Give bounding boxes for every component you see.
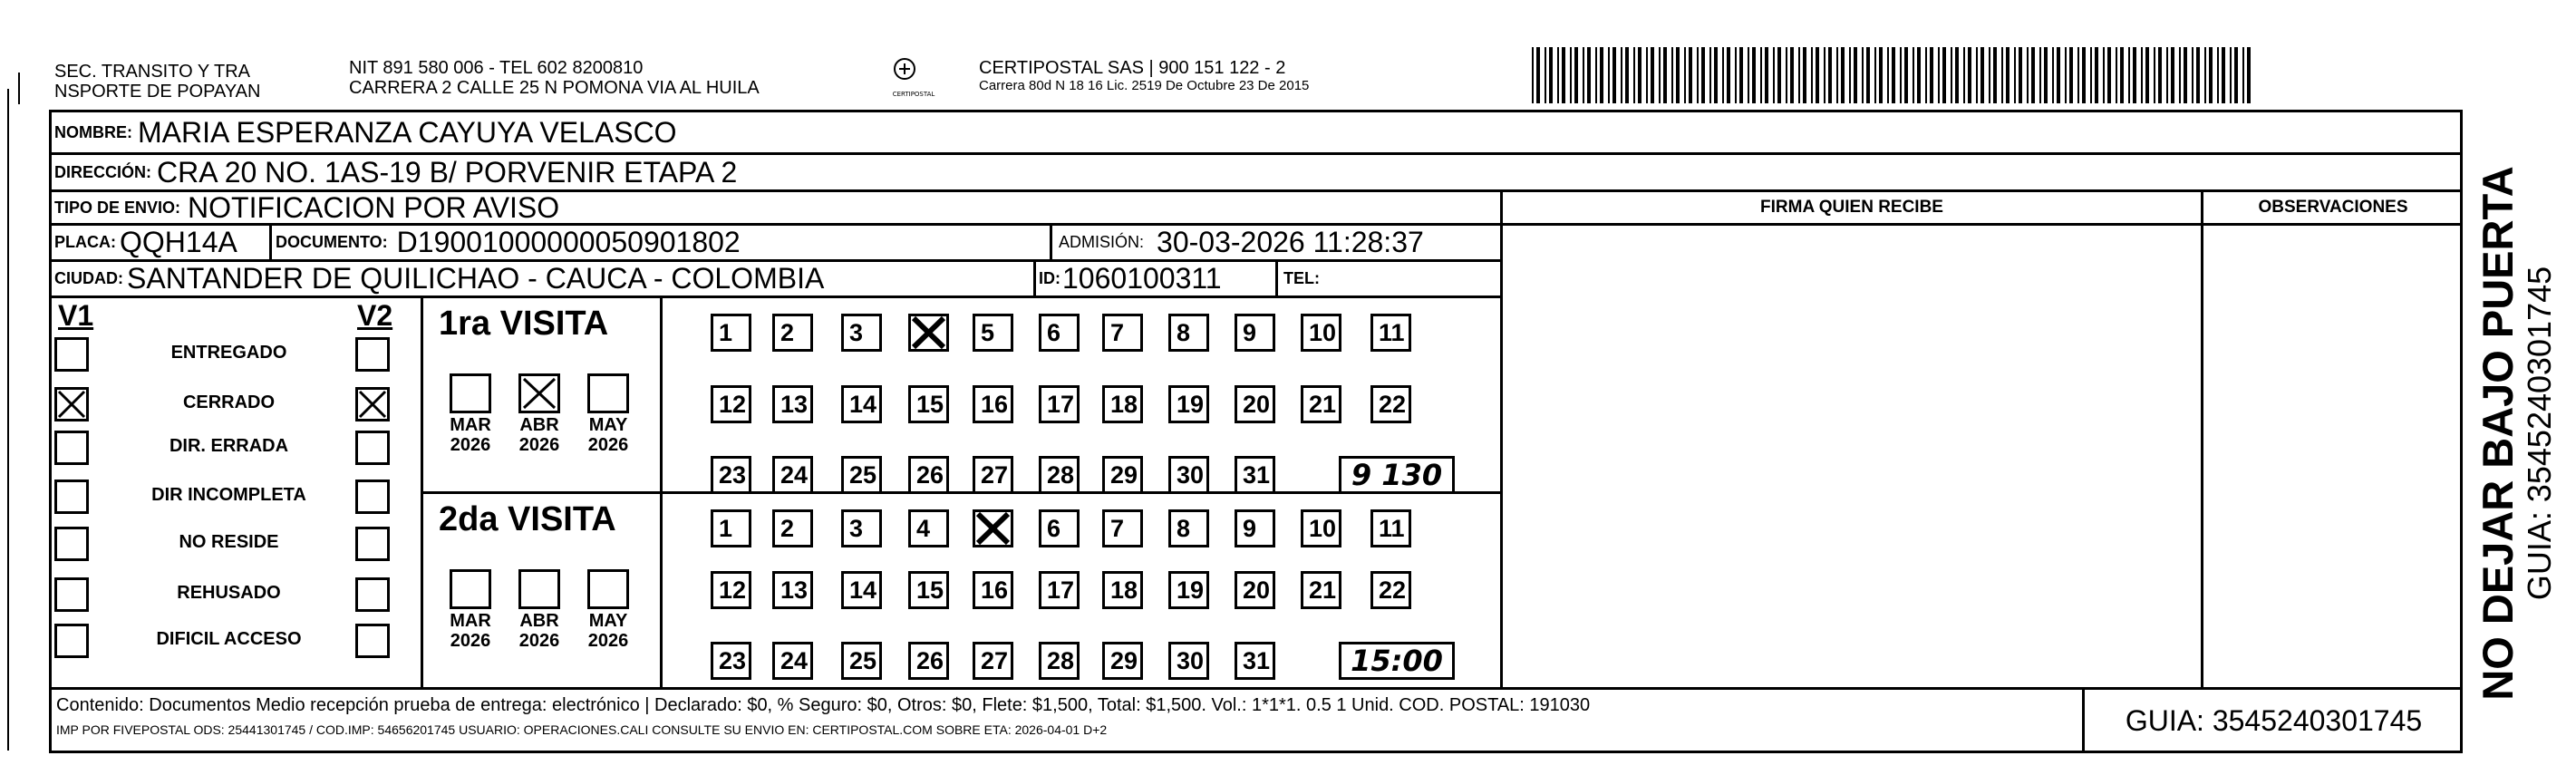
- barcode-bar: [1951, 47, 1952, 103]
- day-box[interactable]: 12: [711, 385, 751, 423]
- barcode-bar: [1773, 47, 1775, 103]
- admision-field: [1059, 226, 1424, 259]
- day-box[interactable]: 9: [1235, 509, 1275, 547]
- barcode-bar: [1811, 47, 1813, 103]
- barcode-bar: [1532, 47, 1534, 103]
- left-margin-line: [7, 89, 9, 751]
- month-checkbox[interactable]: [587, 569, 629, 609]
- day-box[interactable]: 15: [908, 385, 949, 423]
- barcode-bar: [1828, 47, 1832, 103]
- barcode-bar: [1697, 47, 1699, 103]
- day-box[interactable]: 21: [1301, 571, 1341, 609]
- barcode-bar: [2052, 47, 2054, 103]
- day-box[interactable]: 22: [1370, 385, 1411, 423]
- barcode-bar: [2069, 47, 2073, 103]
- barcode-bar: [1701, 47, 1705, 103]
- day-box[interactable]: 25: [841, 642, 882, 680]
- barcode-bar: [1608, 47, 1610, 103]
- barcode-bar: [2039, 47, 2041, 103]
- contenido-text: Contenido: Documentos Medio recepción prueba de entrega: electrónico | Declarado: $0, % Seguro: $0, Otros: $0, Flete: $1,500, Total: $1,500. Vol.: 1*1*1. 0.5 1 Unid. COD. POSTAL: 191030: [56, 695, 1591, 715]
- barcode-bar: [2095, 47, 2098, 103]
- barcode-bar: [1866, 47, 1870, 103]
- barcode-bar: [1993, 47, 1997, 103]
- day-box[interactable]: 9: [1235, 314, 1275, 352]
- day-box[interactable]: 8: [1168, 314, 1209, 352]
- barcode-bar: [1798, 47, 1800, 103]
- day-box[interactable]: 21: [1301, 385, 1341, 423]
- barcode-bar: [2234, 47, 2238, 103]
- barcode-bar: [1663, 47, 1667, 103]
- barcode-bar: [1689, 47, 1692, 103]
- month-checkbox[interactable]: [518, 569, 560, 609]
- barcode-bar: [1684, 47, 1686, 103]
- barcode-bar: [1862, 47, 1864, 103]
- tipo-label: TIPO DE ENVIO:: [54, 198, 181, 217]
- day-box[interactable]: 10: [1301, 314, 1341, 352]
- barcode-bar: [2196, 47, 2200, 103]
- day-box[interactable]: 3: [841, 314, 882, 352]
- barcode-bar: [2154, 47, 2155, 103]
- status-label: DIFICIL ACCESO: [156, 629, 302, 649]
- barcode-bar: [1633, 47, 1635, 103]
- documento-label: DOCUMENTO:: [276, 233, 388, 251]
- day-box[interactable]: 19: [1168, 385, 1209, 423]
- day-box[interactable]: 11: [1370, 509, 1411, 547]
- barcode-bar: [1917, 47, 1921, 103]
- barcode-bar: [1727, 47, 1730, 103]
- barcode-bar: [1545, 47, 1546, 103]
- observaciones-header: OBSERVACIONES: [2258, 198, 2408, 217]
- barcode-bar: [1854, 47, 1857, 103]
- barcode-bar: [1976, 47, 1978, 103]
- day-box[interactable]: 5: [973, 314, 1013, 352]
- barcode-bar: [2019, 47, 2022, 103]
- barcode-bar: [2027, 47, 2029, 103]
- barcode-bar: [1913, 47, 1914, 103]
- barcode-bar: [2128, 47, 2130, 103]
- day-box[interactable]: 27: [973, 642, 1013, 680]
- day-box[interactable]: [908, 314, 949, 352]
- day-box[interactable]: 7: [1102, 509, 1143, 547]
- barcode-bar: [2209, 47, 2213, 103]
- second-visit-title: 2da VISITA: [439, 500, 616, 538]
- v1-checkbox[interactable]: [54, 577, 89, 612]
- barcode-bar: [1887, 47, 1889, 103]
- month-checkbox[interactable]: [450, 373, 491, 413]
- barcode-bar: [1549, 47, 1553, 103]
- barcode-bar: [2204, 47, 2206, 103]
- barcode-bar: [2217, 47, 2219, 103]
- v1-checkbox[interactable]: [54, 431, 89, 465]
- day-box[interactable]: 20: [1235, 571, 1275, 609]
- day-box[interactable]: 29: [1102, 642, 1143, 680]
- side-notice: [2467, 114, 2565, 752]
- barcode-bar: [2247, 47, 2251, 103]
- barcode-bar: [1621, 47, 1622, 103]
- second-visit-time: 15:00: [1351, 644, 1443, 678]
- barcode-bar: [2120, 47, 2124, 103]
- documento-value: D19001000000050901802: [396, 226, 741, 258]
- v1-checkbox[interactable]: [54, 337, 89, 372]
- barcode-bar: [1570, 47, 1572, 103]
- status-label: ENTREGADO: [170, 343, 287, 363]
- barcode-bar: [2031, 47, 2035, 103]
- barcode-bar: [1836, 47, 1838, 103]
- day-box[interactable]: 23: [711, 456, 751, 494]
- barcode-bar: [1874, 47, 1876, 103]
- nombre-row: [54, 112, 677, 152]
- barcode-bar: [2242, 47, 2244, 103]
- day-box[interactable]: 18: [1102, 385, 1143, 423]
- day-box[interactable]: 10: [1301, 509, 1341, 547]
- barcode-bar: [2057, 47, 2060, 103]
- barcode-bar: [1748, 47, 1749, 103]
- cell-divider: [1033, 259, 1036, 295]
- barcode-bar: [1735, 47, 1737, 103]
- placa-field: [54, 226, 237, 259]
- first-visit-time: 9 130: [1351, 458, 1443, 492]
- v1-checkbox[interactable]: [54, 387, 89, 421]
- barcode-bar: [2077, 47, 2079, 103]
- barcode-bar: [1722, 47, 1724, 103]
- sender-nit: NIT 891 580 006 - TEL 602 8200810 CARRERA 2 CALLE 25 N POMONA VIA AL HUILA: [349, 58, 760, 98]
- barcode-bar: [2001, 47, 2003, 103]
- id-field: [1039, 262, 1222, 295]
- barcode-bar: [2014, 47, 2016, 103]
- barcode-bar: [1562, 47, 1565, 103]
- row-divider: [49, 687, 2463, 690]
- col-divider: [2201, 189, 2203, 687]
- day-box[interactable]: 23: [711, 642, 751, 680]
- placa-value: QQH14A: [120, 226, 237, 258]
- status-label: CERRADO: [182, 392, 276, 412]
- barcode-bar: [2158, 47, 2162, 103]
- day-box[interactable]: 6: [1039, 314, 1080, 352]
- day-box[interactable]: 8: [1168, 509, 1209, 547]
- barcode-bar: [2133, 47, 2136, 103]
- barcode-bar: [1659, 47, 1661, 103]
- barcode-bar: [1587, 47, 1591, 103]
- barcode-bar: [1676, 47, 1680, 103]
- ciudad-field: [54, 262, 824, 295]
- v2-checkbox[interactable]: [355, 431, 390, 465]
- day-box[interactable]: 22: [1370, 571, 1411, 609]
- day-box[interactable]: 1: [711, 509, 751, 547]
- day-box[interactable]: 28: [1039, 642, 1080, 680]
- admision-label: ADMISIÓN:: [1059, 233, 1145, 251]
- barcode-bar: [1765, 47, 1768, 103]
- day-box[interactable]: 14: [841, 385, 882, 423]
- v1-heading: V1: [58, 299, 94, 332]
- cell-divider: [269, 223, 272, 259]
- day-box[interactable]: 11: [1370, 314, 1411, 352]
- barcode-bar: [1600, 47, 1603, 103]
- v1-checkbox[interactable]: [54, 527, 89, 561]
- barcode-bar: [1595, 47, 1597, 103]
- barcode-bar: [1786, 47, 1787, 103]
- sender-name: SEC. TRANSITO Y TRA NSPORTE DE POPAYAN: [54, 62, 261, 102]
- barcode-bar: [2006, 47, 2009, 103]
- v2-checkbox[interactable]: [355, 387, 390, 421]
- first-visit-title: 1ra VISITA: [439, 305, 609, 343]
- month-label: MAY 2026: [587, 415, 629, 455]
- barcode-bar: [1930, 47, 1933, 103]
- ciudad-label: CIUDAD:: [54, 269, 123, 287]
- barcode-bar: [1980, 47, 1984, 103]
- barcode-bar: [2222, 47, 2225, 103]
- barcode-bar: [1938, 47, 1940, 103]
- svg-text:CERTIPOSTAL: CERTIPOSTAL: [892, 91, 935, 98]
- status-label: DIR INCOMPLETA: [151, 485, 306, 505]
- day-box[interactable]: 17: [1039, 571, 1080, 609]
- cell-divider: [1275, 259, 1278, 295]
- month-label: ABR 2026: [518, 611, 560, 651]
- barcode-bar: [1879, 47, 1883, 103]
- day-box[interactable]: 26: [908, 642, 949, 680]
- barcode-bar: [1760, 47, 1762, 103]
- left-margin-tick: [18, 73, 20, 104]
- status-label: NO RESIDE: [179, 532, 279, 552]
- barcode-bar: [2192, 47, 2193, 103]
- barcode: [1532, 47, 2257, 103]
- barcode-bar: [1955, 47, 1959, 103]
- barcode-bar: [1824, 47, 1825, 103]
- col-divider: [1500, 189, 1503, 687]
- nombre-label: NOMBRE:: [54, 122, 132, 141]
- day-box[interactable]: 24: [772, 456, 813, 494]
- barcode-bar: [2184, 47, 2187, 103]
- day-box[interactable]: 18: [1102, 571, 1143, 609]
- barcode-bar: [1646, 47, 1648, 103]
- barcode-bar: [1841, 47, 1845, 103]
- day-box[interactable]: 6: [1039, 509, 1080, 547]
- barcode-bar: [1671, 47, 1673, 103]
- barcode-bar: [1574, 47, 1578, 103]
- id-value: 1060100311: [1062, 262, 1222, 295]
- imp-text: IMP POR FIVEPOSTAL ODS: 25441301745 / COD.IMP: 54656201745 USUARIO: OPERACIONES.CALI CONSULTE SU ENVIO EN: CERTIPOSTAL.COM SOBRE ETA: 2026-04-01 D+2: [56, 722, 1108, 737]
- barcode-bar: [2116, 47, 2117, 103]
- day-box[interactable]: 16: [973, 571, 1013, 609]
- day-box[interactable]: 28: [1039, 456, 1080, 494]
- barcode-bar: [1900, 47, 1902, 103]
- day-box[interactable]: 26: [908, 456, 949, 494]
- month-checkbox[interactable]: [518, 373, 560, 413]
- firma-header: FIRMA QUIEN RECIBE: [1760, 198, 1943, 217]
- day-box[interactable]: 2: [772, 314, 813, 352]
- v2-checkbox[interactable]: [355, 480, 390, 514]
- day-box[interactable]: 14: [841, 571, 882, 609]
- documento-field: [276, 226, 741, 259]
- barcode-bar: [2107, 47, 2111, 103]
- barcode-bar: [2166, 47, 2168, 103]
- barcode-bar: [2090, 47, 2092, 103]
- barcode-bar: [2171, 47, 2174, 103]
- barcode-bar: [2082, 47, 2086, 103]
- admision-value: 30-03-2026 11:28:37: [1157, 226, 1424, 258]
- barcode-bar: [1583, 47, 1584, 103]
- nombre-value: MARIA ESPERANZA CAYUYA VELASCO: [138, 115, 677, 149]
- barcode-bar: [1892, 47, 1895, 103]
- v2-checkbox[interactable]: [355, 337, 390, 372]
- footer-guia: GUIA: 3545240301745: [2125, 703, 2423, 737]
- barcode-bar: [2145, 47, 2149, 103]
- cell-divider: [1050, 223, 1052, 259]
- barcode-bar: [2065, 47, 2067, 103]
- barcode-bar: [2141, 47, 2143, 103]
- barcode-bar: [1714, 47, 1718, 103]
- day-box[interactable]: 20: [1235, 385, 1275, 423]
- direccion-value: CRA 20 NO. 1AS-19 B/ PORVENIR ETAPA 2: [157, 155, 738, 189]
- status-label: REHUSADO: [177, 583, 281, 603]
- barcode-bar: [1816, 47, 1819, 103]
- barcode-bar: [1963, 47, 1965, 103]
- day-box[interactable]: 30: [1168, 642, 1209, 680]
- month-label: MAR 2026: [450, 415, 491, 455]
- barcode-bar: [2179, 47, 2181, 103]
- barcode-bar: [1925, 47, 1927, 103]
- day-box[interactable]: 17: [1039, 385, 1080, 423]
- day-box[interactable]: 16: [973, 385, 1013, 423]
- id-label: ID:: [1039, 269, 1060, 287]
- barcode-bar: [1968, 47, 1971, 103]
- day-box[interactable]: 24: [772, 642, 813, 680]
- placa-label: PLACA:: [54, 233, 116, 251]
- barcode-bar: [1612, 47, 1616, 103]
- barcode-bar: [1536, 47, 1540, 103]
- v2-checkbox[interactable]: [355, 527, 390, 561]
- month-checkbox[interactable]: [450, 569, 491, 609]
- barcode-bar: [1849, 47, 1851, 103]
- certipostal-logo: [886, 56, 941, 100]
- day-box[interactable]: 25: [841, 456, 882, 494]
- month-label: ABR 2026: [518, 415, 560, 455]
- day-box[interactable]: [973, 509, 1013, 547]
- day-box[interactable]: 31: [1235, 642, 1275, 680]
- first-visit-time-box: [1339, 456, 1455, 494]
- direccion-row: [54, 155, 737, 189]
- barcode-bar: [1739, 47, 1743, 103]
- day-box[interactable]: 3: [841, 509, 882, 547]
- day-box[interactable]: 13: [772, 571, 813, 609]
- no-dejar-bajo-puerta: NO DEJAR BAJO PUERTA: [2474, 166, 2522, 701]
- barcode-bar: [1625, 47, 1629, 103]
- v2-checkbox[interactable]: [355, 577, 390, 612]
- month-checkbox[interactable]: [587, 373, 629, 413]
- row-divider: [49, 295, 1502, 298]
- day-box[interactable]: 31: [1235, 456, 1275, 494]
- barcode-bar: [1557, 47, 1559, 103]
- day-box[interactable]: 7: [1102, 314, 1143, 352]
- day-box[interactable]: 12: [711, 571, 751, 609]
- barcode-bar: [1752, 47, 1756, 103]
- day-box[interactable]: 27: [973, 456, 1013, 494]
- direccion-label: DIRECCIÓN:: [54, 162, 151, 181]
- side-guia: GUIA: 3545240301745: [2521, 266, 2558, 601]
- ciudad-value: SANTANDER DE QUILICHAO - CAUCA - COLOMBIA: [127, 262, 825, 295]
- barcode-bar: [1638, 47, 1641, 103]
- day-box[interactable]: 2: [772, 509, 813, 547]
- second-visit-time-box: [1339, 642, 1455, 680]
- barcode-bar: [2044, 47, 2048, 103]
- day-box[interactable]: 30: [1168, 456, 1209, 494]
- barcode-bar: [2103, 47, 2105, 103]
- day-box[interactable]: 13: [772, 385, 813, 423]
- barcode-bar: [1904, 47, 1908, 103]
- barcode-bar: [1790, 47, 1794, 103]
- month-label: MAR 2026: [450, 611, 491, 651]
- day-box[interactable]: 15: [908, 571, 949, 609]
- tel-label: TEL:: [1283, 269, 1320, 287]
- barcode-bar: [1803, 47, 1806, 103]
- barcode-bar: [2230, 47, 2232, 103]
- barcode-bar: [1651, 47, 1654, 103]
- barcode-bar: [1709, 47, 1711, 103]
- tel-field: [1283, 262, 1320, 295]
- status-label: DIR. ERRADA: [169, 436, 289, 456]
- v1-checkbox[interactable]: [54, 624, 89, 658]
- barcode-bar: [1942, 47, 1946, 103]
- tipo-envio-row: [54, 191, 559, 224]
- barcode-bar: [1989, 47, 1990, 103]
- day-box[interactable]: 29: [1102, 456, 1143, 494]
- day-box[interactable]: 4: [908, 509, 949, 547]
- v2-checkbox[interactable]: [355, 624, 390, 658]
- v2-heading: V2: [357, 299, 393, 332]
- v1-checkbox[interactable]: [54, 480, 89, 514]
- day-box[interactable]: 1: [711, 314, 751, 352]
- month-label: MAY 2026: [587, 611, 629, 651]
- courier-info: CERTIPOSTAL SAS | 900 151 122 - 2 Carrera 80d N 18 16 Lic. 2519 De Octubre 23 De 2015: [979, 58, 1310, 93]
- barcode-bar: [1777, 47, 1781, 103]
- tipo-value: NOTIFICACION POR AVISO: [188, 190, 560, 224]
- day-box[interactable]: 19: [1168, 571, 1209, 609]
